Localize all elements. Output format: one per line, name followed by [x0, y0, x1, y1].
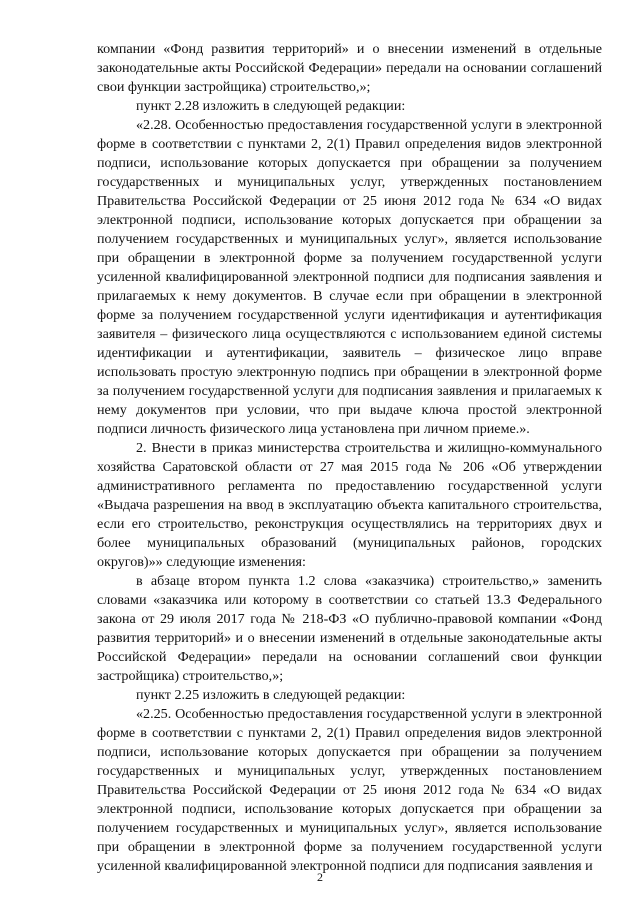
page-number: 2 [317, 870, 323, 884]
paragraph-item-2-25-intro: пункт 2.25 изложить в следующей редакции: [136, 687, 406, 703]
paragraph-item-2-28-intro: пункт 2.28 изложить в следующей редакции: [136, 98, 406, 114]
paragraph-item-2-25: «2.25. Особенностью предоставления государственной услуги в электронной форме в соответствии с пунктами 2, 2(1) Правил определения видов электронной подписи, использование которых допускается при обращении за получением государственных и муниципальных услуг, утвержденных постановлением Правительства Российской Федерации от 25 июня 2012 года № 634 «О видах электронной подписи, использование которых допускается при обращении за получением государственных и муниципальных услуг», является использование при обращении в электронной форме за получением государственной услуги усиленной квалифицированной электронной подписи для подписания заявления и [97, 706, 602, 874]
paragraph-item-1-2: в абзаце втором пункта 1.2 слова «заказчика) строительство,» заменить словами «заказчика или которому в соответствии со статьей 13.3 Федерального закона от 29 июля 2017 года № 218-ФЗ «О публично-правовой компании «Фонд развития территорий» и о внесении изменений в отдельные законодательные акты Российской Федерации» передали на основании соглашений свои функции застройщика) строительство,»; [97, 573, 602, 684]
paragraph-item-2-28: «2.28. Особенностью предоставления государственной услуги в электронной форме в соответствии с пунктами 2, 2(1) Правил определения видов электронной подписи, использование которых допускается при обращении за получением государственных и муниципальных услуг, утвержденных постановлением Правительства Российской Федерации от 25 июня 2012 года № 634 «О видах электронной подписи, использование которых допускается при обращении за получением государственных и муниципальных услуг», является использование при обращении в электронной форме за получением государственной услуги усиленной квалифицированной электронной подписи для подписания заявления и прилагаемых к нему документов. В случае если при обращении в электронной форме за получением государственной услуги идентификация и аутентификация заявителя – физического лица осуществляются с использованием единой системы идентификации и аутентификации, заявитель – физическое лицо вправе использовать простую электронную подпись при обращении в электронной форме за получением государственной услуги для подписания заявления и прилагаемых к нему документов при условии, что при выдаче ключа простой электронной подписи личность физического лица установлена при личном приеме.». [97, 117, 602, 437]
document-body [97, 40, 602, 876]
paragraph-section-2: 2. Внести в приказ министерства строительства и жилищно-коммунального хозяйства Саратовской области от 27 мая 2015 года № 206 «Об утверждении административного регламента по предоставлению государственной услуги «Выдача разрешения на ввод в эксплуатацию объекта капитального строительства, если его строительство, реконструкция осуществлялись на территориях двух и более муниципальных образований (муниципальных районов, городских округов)»» следующие изменения: [97, 440, 602, 570]
paragraph-continuation: компании «Фонд развития территорий» и о внесении изменений в отдельные законодательные акты Российской Федерации» передали на основании соглашений свои функции застройщика) строительство,»; [97, 41, 602, 95]
